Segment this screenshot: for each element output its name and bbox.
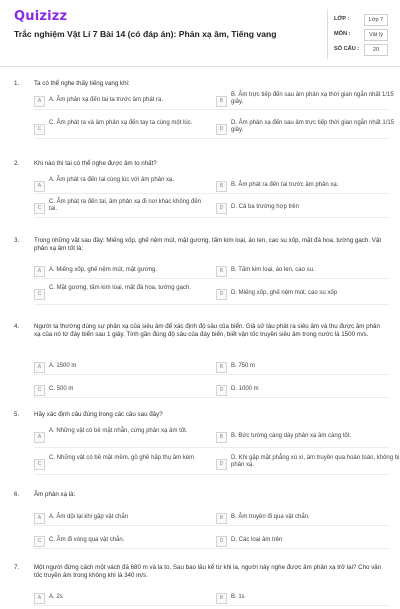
answer-option-b[interactable] [216, 513, 400, 529]
option-text: A. Âm phản xạ đến tai ta trước âm phát ra. [49, 97, 164, 103]
option-letter-box: B [216, 432, 227, 443]
header-separator [0, 66, 400, 67]
option-text: D. Khi gặp mặt phẳng xù xì, âm truyền qua hoàn toàn, không bị phản xạ. [231, 455, 400, 469]
question-number: 6. [14, 491, 20, 498]
option-text: B. Âm truyền đi qua vật chắn. [231, 514, 310, 520]
option-text: C. Những vật có bề mặt mềm, gồ ghề hấp thụ âm kém [49, 455, 195, 461]
option-text: D. Miếng xốp, ghế nệm mút, cao su xốp [231, 290, 338, 296]
option-letter-box: C [34, 459, 45, 470]
option-letter-box: A [34, 96, 45, 107]
option-text: C. Âm đi vòng qua vật chắn. [49, 537, 125, 543]
answer-option-c[interactable] [34, 385, 209, 401]
answer-option-d[interactable] [216, 289, 400, 305]
answer-option-d[interactable] [216, 203, 400, 219]
answer-option-b[interactable] [216, 181, 400, 197]
question-text: Âm phản xạ là: [34, 491, 76, 498]
option-letter-box: C [34, 289, 45, 300]
page-title: Trắc nghiệm Vật Lí 7 Bài 14 (có đáp án): Phản xạ âm, Tiếng vang [14, 29, 277, 39]
option-letter-box: A [34, 432, 45, 443]
answer-option-d[interactable] [216, 385, 400, 401]
option-text: A. 2s [49, 594, 63, 600]
option-letter-box: A [34, 266, 45, 277]
option-letter-box: C [34, 536, 45, 547]
option-letter-box: D [216, 289, 227, 300]
answer-option-c[interactable] [34, 536, 209, 552]
option-text: D. Âm phản xạ đến sau âm trực tiếp thời gian ngắn nhất 1/15 giây. [231, 120, 395, 134]
question-text: Ta có thể nghe thấy tiếng vang khi: [34, 80, 130, 87]
answer-option-a[interactable] [34, 177, 209, 197]
question-text: Trong những vật sau đây: Miếng xốp, ghế nệm mút, mặt gương, tấm kim loại, áo len, cao su xốp, mặt đá hoa, tường gạch. Vật phản xạ âm tốt là: [34, 237, 382, 252]
answer-option-a[interactable] [34, 513, 209, 529]
option-text: D. Các loại âm trên [231, 537, 283, 543]
meta-count-value: 20 [364, 44, 388, 56]
option-text: B. Tấm kim loại, áo len, cao su. [231, 267, 315, 273]
option-letter-box: C [34, 124, 45, 135]
option-text: D. Cả ba trường hợp trên [231, 204, 299, 210]
option-text: C. 500 m [49, 386, 74, 392]
option-text: C. Mặt gương, tấm kim loại, mặt đá hoa, tường gạch. [49, 285, 191, 291]
option-letter-box: D [216, 124, 227, 135]
option-text: A. Những vật có bề mặt nhẵn, cứng phản xạ âm tốt. [49, 428, 188, 434]
option-text: B. 750 m [231, 363, 256, 369]
answer-option-b[interactable] [216, 92, 400, 112]
answer-option-b[interactable] [216, 362, 400, 378]
answer-option-d[interactable] [216, 455, 400, 475]
meta-count [334, 44, 394, 56]
option-letter-box: D [216, 385, 227, 396]
option-text: A. Âm dội lại khi gặp vật chắn [49, 514, 129, 520]
question-number: 2. [14, 160, 20, 167]
answer-option-a[interactable] [34, 428, 209, 448]
option-letter-box: D [216, 536, 227, 547]
question-text: Một người đứng cách một vách đá 680 m và la to. Sau bao lâu kể từ khi la, người này nghe được âm phản xạ trở lại? Cho vận tốc truyền âm trong không khí là 340 m/s. [34, 564, 382, 579]
answer-option-b[interactable] [216, 593, 400, 609]
option-letter-box: D [216, 459, 227, 470]
option-letter-box: B [216, 266, 227, 277]
option-letter-box: A [34, 362, 45, 373]
option-letter-box: B [216, 96, 227, 107]
meta-subject-value: Vật lý [364, 29, 388, 41]
meta-subject [334, 29, 394, 41]
option-letter-box: C [34, 385, 45, 396]
option-text: B. 1s [231, 594, 245, 600]
option-letter-box: D [216, 203, 227, 214]
answer-option-d[interactable] [216, 536, 400, 552]
meta-grade-value: Lớp 7 [364, 14, 388, 26]
option-text: A. 1500 m [49, 363, 77, 369]
option-text: B. Âm trực tiếp đến sau âm phản xạ thời gian ngắn nhất 1/15 giây. [231, 92, 394, 106]
question-number: 7. [14, 564, 20, 571]
option-text: D. 1000 m [231, 386, 259, 392]
option-text: B. Âm phát ra đến tai trước âm phản xạ. [231, 182, 339, 188]
option-text: A. Miếng xốp, ghế nệm mút, mặt gương. [49, 267, 158, 273]
option-text: A. Âm phát ra đến tai cùng lúc với âm phản xạ. [49, 177, 175, 183]
answer-option-c[interactable] [34, 455, 209, 475]
option-text: B. Bức tường càng dày phản xạ âm càng tốt. [231, 433, 352, 439]
option-text: C. Âm phát ra và âm phản xạ đến tay ta cùng một lúc. [49, 120, 193, 126]
meta-subject-label: MÔN : [334, 31, 351, 37]
quizizz-logo: Quizizz [14, 9, 68, 24]
meta-count-label: SỐ CÂU : [334, 46, 360, 52]
option-letter-box: B [216, 593, 227, 604]
answer-option-a[interactable] [34, 266, 209, 282]
meta-grade-label: LỚP : [334, 16, 350, 22]
option-letter-box: C [34, 203, 45, 214]
question-text: Người ta thường dùng sự phản xạ của siêu âm để xác định độ sâu của biển. Giả sử tàu phát ra siêu âm và thu được âm phản xạ của nó từ đáy biển sau 1 giây. Tính gần đúng độ sâu của đáy biển, biết vận tốc truyền siêu âm trong nước là 1500 m/s. [34, 323, 380, 338]
answer-option-b[interactable] [216, 432, 400, 448]
answer-option-b[interactable] [216, 266, 400, 282]
option-letter-box: A [34, 181, 45, 192]
question-number: 5. [14, 411, 20, 418]
question-number: 1. [14, 80, 20, 87]
question-number: 4. [14, 323, 20, 330]
option-letter-box: B [216, 362, 227, 373]
header-divider [327, 9, 328, 59]
question-text: Khi nào thì tai có thể nghe được âm to nhất? [34, 160, 157, 167]
option-letter-box: A [34, 513, 45, 524]
meta-grade [334, 14, 394, 26]
answer-option-d[interactable] [216, 120, 400, 140]
option-letter-box: A [34, 593, 45, 604]
answer-option-a[interactable] [34, 593, 209, 609]
header [0, 0, 400, 64]
option-letter-box: B [216, 181, 227, 192]
question-number: 3. [14, 237, 20, 244]
option-text: C. Âm phát ra đến tai, âm phản xạ đi nơi khác không đến tai. [49, 199, 202, 213]
question-text: Hãy xác định câu đúng trong các câu sau đây? [34, 411, 163, 418]
answer-option-a[interactable] [34, 362, 209, 378]
option-letter-box: B [216, 513, 227, 524]
answer-option-c[interactable] [34, 285, 209, 305]
